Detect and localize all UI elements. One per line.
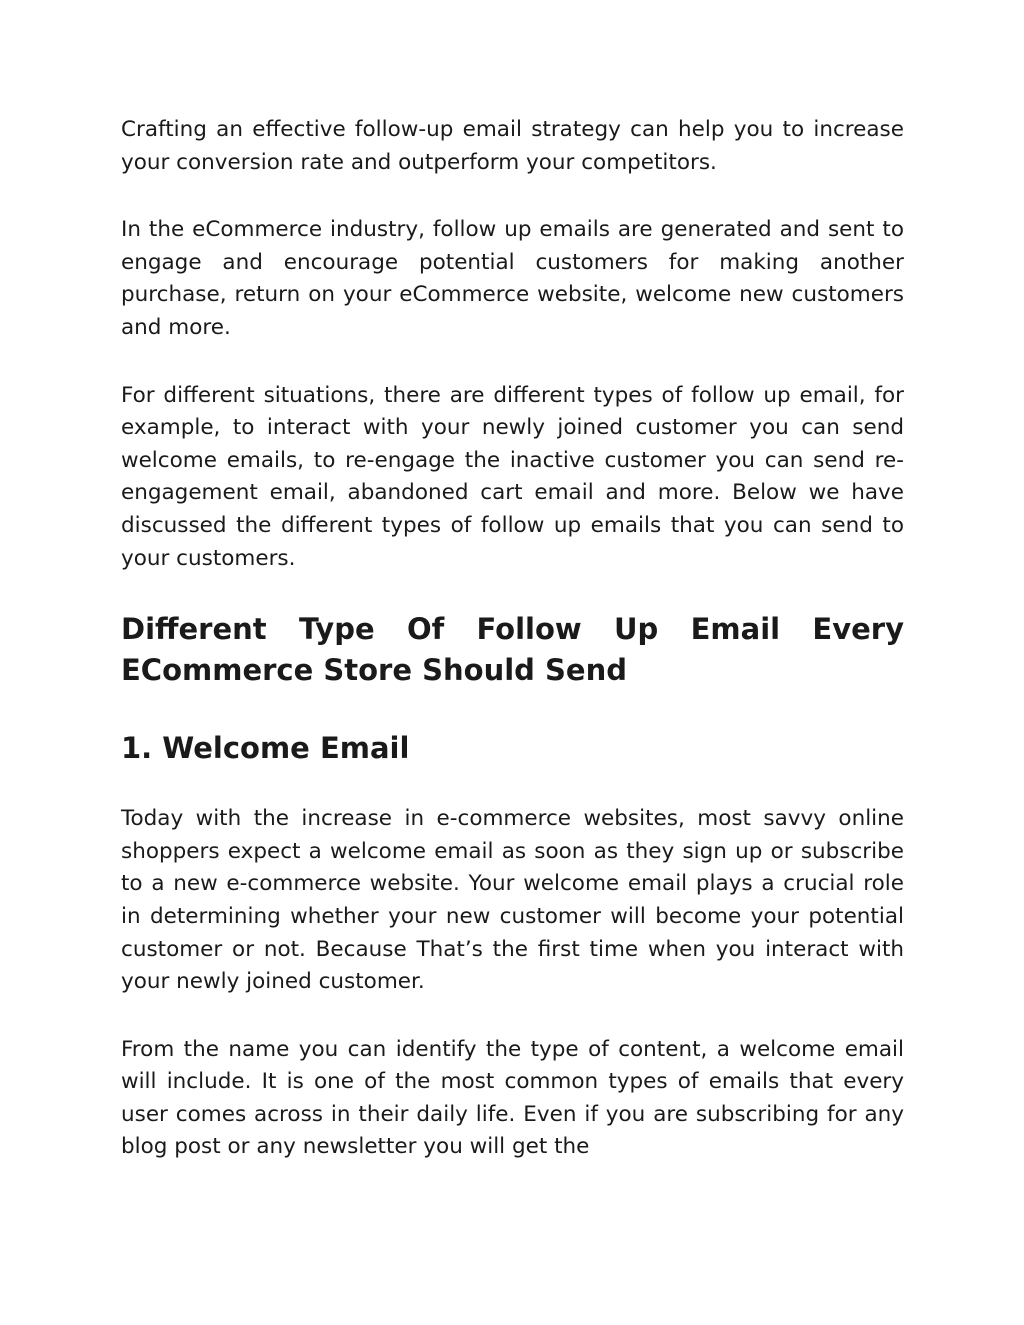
subsection-heading-welcome-email: 1. Welcome Email <box>121 731 410 766</box>
intro-paragraph-2: In the eCommerce industry, follow up emails are generated and sent to engage and encourage potential customers for making another purchase, return on your eCommerce website, welcome new customers and more. <box>121 217 904 340</box>
intro-paragraph-3: For different situations, there are different types of follow up email, for example, to interact with your newly joined customer you can send welcome emails, to re-engage the inactive customer you can send re-engagement email, abandoned cart email and more. Below we have discussed the different types of follow up emails that you can send to your customers. <box>121 382 904 571</box>
section-heading: Different Type Of Follow Up Email Every ECommerce Store Should Send <box>121 612 904 688</box>
welcome-paragraph-2: From the name you can identify the type of content, a welcome email will include. It is one of the most common types of emails that every user comes across in their daily life. Even if you are subscribing for any blog post or any newsletter you will get the <box>121 1036 904 1160</box>
welcome-paragraph-1: Today with the increase in e-commerce websites, most savvy online shoppers expect a welcome email as soon as they sign up or subscribe to a new e-commerce website. Your welcome email plays a crucial role in determining whether your new customer will become your potential customer or not. Because That’s the first time when you interact with your newly joined customer. <box>121 806 904 995</box>
intro-paragraph-1: Crafting an effective follow-up email strategy can help you to increase your conversion rate and outperform your competitors. <box>121 117 904 175</box>
document-page <box>121 114 904 1164</box>
